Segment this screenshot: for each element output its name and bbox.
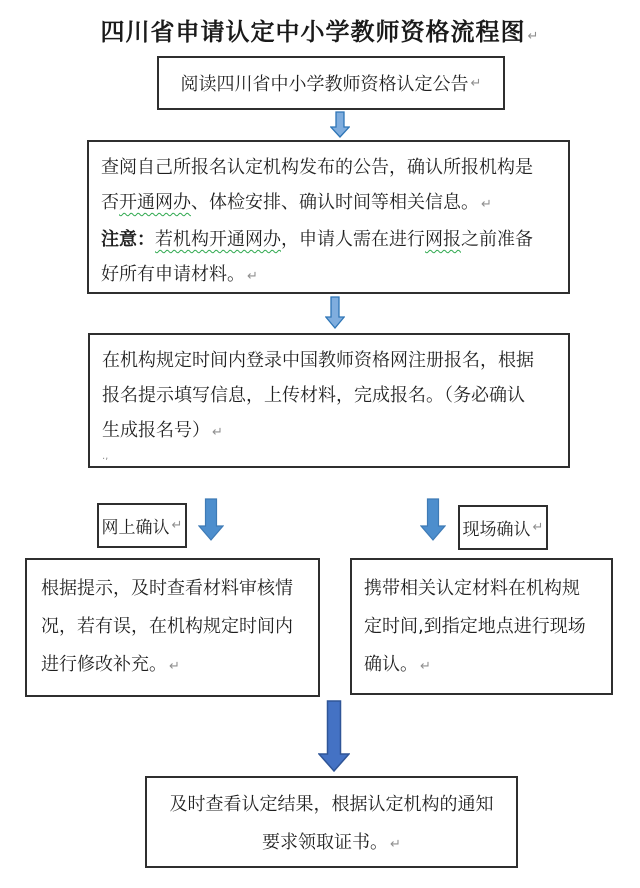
online-review-line-3 (41, 646, 304, 686)
page-title-text: 四川省申请认定中小学教师资格流程图 (100, 18, 526, 46)
register-line-2-text: 报名提示填写信息，上传材料，完成报名。（务必确认 (102, 385, 525, 406)
down-arrow-icon (325, 296, 345, 329)
check-org-line-3-post: 之前准备 (461, 229, 533, 250)
register-line-2 (102, 378, 556, 413)
online-confirm-label: 网上确认 (101, 518, 170, 538)
return-mark-icon: ↵ (390, 837, 401, 852)
return-mark-icon: ↵ (169, 659, 180, 674)
down-arrow-icon (330, 111, 350, 138)
result-line-1-text: 及时查看认定结果，根据认定机构的通知 (169, 794, 494, 815)
register-line-3-text: 生成报名号） (102, 420, 210, 441)
down-arrow-icon (198, 498, 224, 541)
onsite-confirm-box (350, 558, 613, 695)
check-org-line-3-wavy2: 网报 (425, 229, 461, 250)
online-review-line-2 (41, 608, 304, 646)
onsite-confirm-line-2-text: 定时间,到指定地点进行现场 (364, 616, 586, 637)
register-box (88, 333, 570, 468)
return-mark-icon: ↵ (527, 29, 540, 44)
return-mark-icon: ↵ (212, 425, 223, 440)
result-line-1 (153, 786, 510, 824)
read-announcement-text: 阅读四川省中小学教师资格认定公告 (180, 74, 469, 95)
return-mark-icon: ↵ (532, 520, 544, 535)
check-org-box (87, 140, 570, 294)
online-review-line-1-text: 根据提示，及时查看材料审核情 (41, 578, 293, 599)
check-org-note-label: 注意： (101, 229, 155, 250)
onsite-confirm-line-3 (364, 646, 599, 686)
check-org-line-1 (101, 150, 556, 185)
down-arrow-icon (420, 498, 446, 541)
onsite-confirm-line-3-text: 确认。 (364, 654, 418, 675)
online-review-box (25, 558, 320, 697)
result-box (145, 776, 518, 868)
result-line-2 (153, 824, 510, 864)
check-org-line-4-text: 好所有申请材料。 (101, 264, 245, 285)
check-org-line-3 (101, 222, 556, 257)
onsite-confirm-label: 现场确认 (462, 520, 531, 540)
check-org-line-4 (101, 257, 556, 294)
check-org-line-3-wavy1: 若机构开通网办 (155, 229, 281, 250)
check-org-line-2-post: 、体检安排、确认时间等相关信息。 (191, 192, 479, 213)
onsite-confirm-line-2 (364, 608, 599, 646)
check-org-line-2-wavy: 开通网办 (119, 192, 191, 213)
return-mark-icon: ↵ (470, 75, 482, 91)
onsite-confirm-line-1 (364, 570, 599, 608)
online-review-line-2-text: 况，若有误，在机构规定时间内 (41, 616, 293, 637)
down-arrow-icon (318, 700, 350, 772)
onsite-confirm-label-box (458, 505, 548, 550)
return-mark-icon: ↵ (420, 659, 431, 674)
return-mark-icon: ↵ (481, 197, 492, 212)
register-line-1 (102, 343, 556, 378)
online-confirm-label-box (97, 503, 187, 548)
onsite-confirm-line-1-text: 携带相关认定材料在机构规 (364, 578, 580, 599)
page-title (0, 12, 640, 47)
register-line-3 (102, 413, 556, 450)
return-mark-icon: ↵ (247, 269, 258, 284)
online-review-line-3-text: 进行修改补充。 (41, 654, 167, 675)
check-org-line-1-text: 查阅自己所报名认定机构发布的公告，确认所报机构是 (101, 157, 533, 178)
check-org-line-3-mid: ，申请人需在进行 (281, 229, 425, 250)
register-line-1-text: 在机构规定时间内登录中国教师资格网注册报名，根据 (102, 350, 534, 371)
check-org-line-2 (101, 185, 556, 222)
stray-format-mark: ., (102, 451, 109, 462)
result-line-2-text: 要求领取证书。 (262, 832, 389, 853)
return-mark-icon: ↵ (171, 518, 183, 533)
check-org-line-2-pre: 否 (101, 192, 119, 213)
online-review-line-1 (41, 570, 304, 608)
read-announcement-box (157, 56, 505, 110)
